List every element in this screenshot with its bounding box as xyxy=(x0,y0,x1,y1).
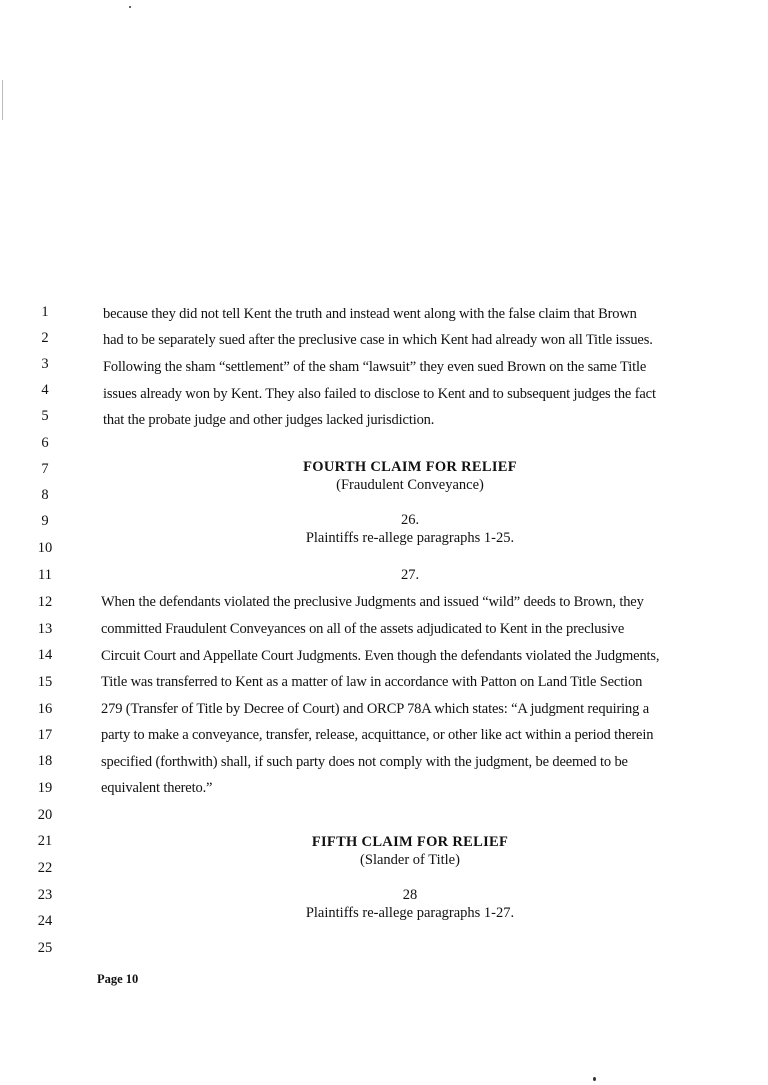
line-number: 24 xyxy=(37,913,53,929)
paragraph-number: 27. xyxy=(400,567,420,583)
body-text-line: Circuit Court and Appellate Court Judgments. Even though the defendants violated the Judgments, xyxy=(101,648,660,664)
claim-heading: FIFTH CLAIM FOR RELIEF xyxy=(311,834,509,850)
paragraph-text: Plaintiffs re-allege paragraphs 1-25. xyxy=(305,530,515,546)
body-text-line: that the probate judge and other judges lacked jurisdiction. xyxy=(103,412,435,428)
body-text-line: specified (forthwith) shall, if such party does not comply with the judgment, be deemed to be xyxy=(101,754,628,770)
line-number: 5 xyxy=(41,408,49,424)
body-text-line: When the defendants violated the preclusive Judgments and issued “wild” deeds to Brown, they xyxy=(101,594,644,610)
body-text-line: equivalent thereto.” xyxy=(101,780,213,796)
line-number: 2 xyxy=(41,330,49,346)
line-number: 1 xyxy=(41,304,49,320)
line-number: 6 xyxy=(41,435,49,451)
line-number: 19 xyxy=(37,780,53,796)
line-number: 14 xyxy=(37,647,53,663)
body-text-line: had to be separately sued after the preclusive case in which Kent had already won all Title issues. xyxy=(103,332,653,348)
body-text-line: 279 (Transfer of Title by Decree of Court) and ORCP 78A which states: “A judgment requiring a xyxy=(101,701,649,717)
line-number: 9 xyxy=(41,513,49,529)
scan-speck xyxy=(593,1077,596,1081)
line-number: 11 xyxy=(38,567,52,583)
line-number: 8 xyxy=(41,487,49,503)
line-number: 21 xyxy=(37,833,53,849)
body-text-line: committed Fraudulent Conveyances on all of the assets adjudicated to Kent in the preclusive xyxy=(101,621,625,637)
line-number: 12 xyxy=(37,594,53,610)
claim-subheading: (Fraudulent Conveyance) xyxy=(336,477,484,493)
body-text-line: party to make a conveyance, transfer, release, acquittance, or other like act within a period therein xyxy=(101,727,654,743)
body-text-line: because they did not tell Kent the truth and instead went along with the false claim that Brown xyxy=(103,306,637,322)
claim-subheading: (Slander of Title) xyxy=(360,852,460,868)
line-number: 23 xyxy=(37,887,53,903)
line-number: 22 xyxy=(37,860,53,876)
paragraph-number: 28 xyxy=(402,887,418,903)
scan-speck xyxy=(129,6,131,8)
line-number: 15 xyxy=(37,674,53,690)
line-number: 16 xyxy=(37,701,53,717)
line-number: 20 xyxy=(37,807,53,823)
paragraph-text: Plaintiffs re-allege paragraphs 1-27. xyxy=(305,905,515,921)
line-number: 3 xyxy=(41,356,49,372)
paragraph-number: 26. xyxy=(400,512,420,528)
line-number: 7 xyxy=(41,461,49,477)
page-number: Page 10 xyxy=(97,972,139,986)
line-number: 4 xyxy=(41,382,49,398)
line-number: 13 xyxy=(37,621,53,637)
body-text-line: issues already won by Kent. They also failed to disclose to Kent and to subsequent judges the fact xyxy=(103,386,656,402)
line-number: 25 xyxy=(37,940,53,956)
line-number: 17 xyxy=(37,727,53,743)
body-text-line: Following the sham “settlement” of the sham “lawsuit” they even sued Brown on the same Title xyxy=(103,359,647,375)
body-text-line: Title was transferred to Kent as a matter of law in accordance with Patton on Land Title Section xyxy=(101,674,643,690)
line-number: 18 xyxy=(37,753,53,769)
claim-heading: FOURTH CLAIM FOR RELIEF xyxy=(303,459,517,475)
line-number: 10 xyxy=(37,540,53,556)
scan-margin-mark xyxy=(2,80,3,120)
